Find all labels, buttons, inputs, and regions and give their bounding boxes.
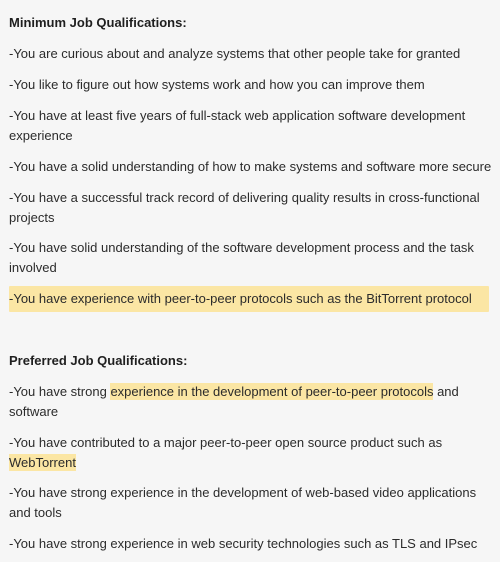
item-text: -You have strong [9,384,111,399]
minimum-qualification-item: -You have solid understanding of the software development process and the task involved [9,240,474,275]
preferred-qualification-item: -You have strong experience in web security technologies such as TLS and IPsec [9,536,478,551]
item-dash: - [9,291,14,306]
highlighted-text: experience in the development of peer-to-peer protocols [110,384,434,399]
minimum-qualification-item-highlighted [9,289,500,309]
preferred-qualification-item: -You have strong experience in the development of web-based video applications and tools [9,485,477,520]
item-text: -You have contributed to a major peer-to-peer open source product such as [9,435,443,450]
highlighted-text: You have experience with peer-to-peer protocols such as the BitTorrent protocol [13,291,472,306]
item-text: and software [9,384,459,419]
minimum-qualification-item: -You have a solid understanding of how to make systems and software more secure [9,159,492,174]
preferred-qualification-item [9,382,491,421]
minimum-qualification-item: -You have at least five years of full-stack web application software development experience [9,108,466,143]
minimum-qualification-item: -You are curious about and analyze systems that other people take for granted [9,46,461,61]
minimum-qualification-item: -You have a successful track record of delivering quality results in cross-functional projects [9,190,480,225]
minimum-qualifications-heading: Minimum Job Qualifications: [9,15,187,30]
preferred-qualification-item [9,433,483,472]
preferred-qualifications-heading: Preferred Job Qualifications: [9,353,188,368]
highlighted-text: WebTorrent [9,454,76,470]
minimum-qualification-item: -You like to figure out how systems work and how you can improve them [9,77,425,92]
